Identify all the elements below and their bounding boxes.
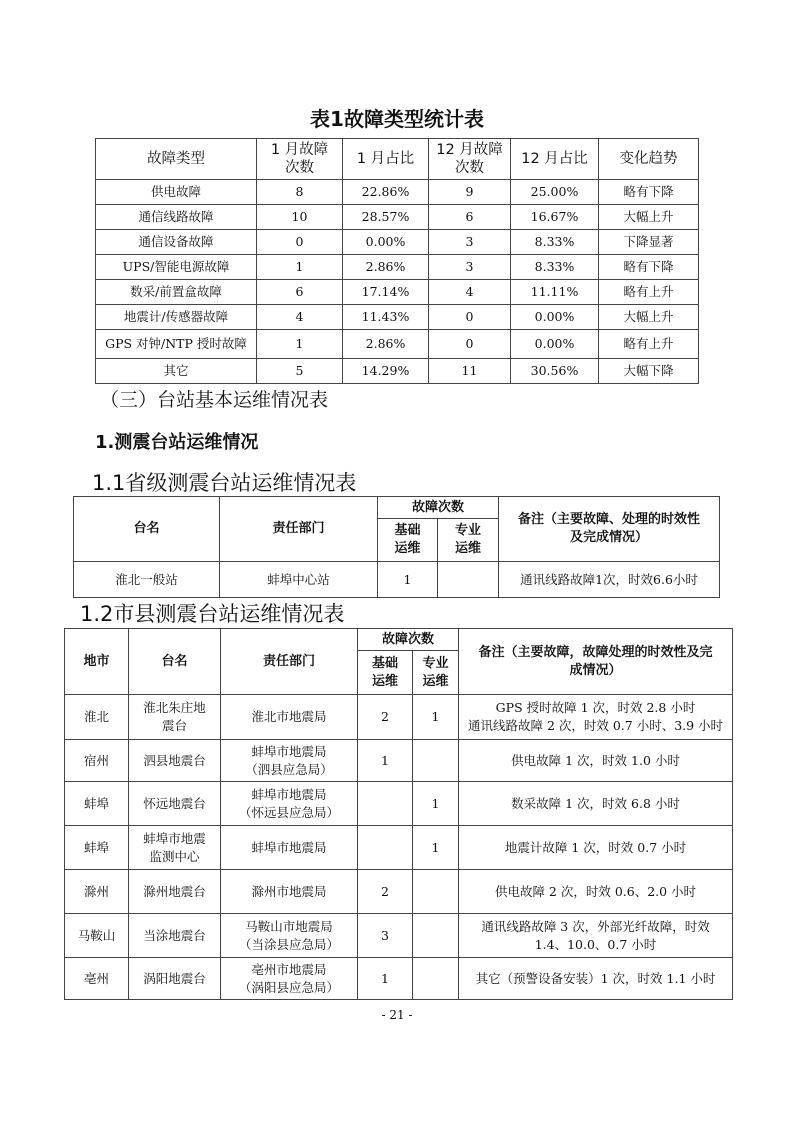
cell-line: 供电故障 1 次，时效 1.0 小时 <box>511 752 680 768</box>
cell-dept <box>221 782 358 826</box>
cell-fault-type: 地震计/传感器故障 <box>96 305 257 330</box>
col-header-basic <box>378 519 438 562</box>
table-row <box>65 782 733 826</box>
col-header <box>343 139 429 180</box>
cell-line: 淮北市地震局 <box>251 709 327 724</box>
subsection-heading: 1.测震台站运维情况 <box>95 432 259 453</box>
cell-jan-count: 10 <box>257 205 343 230</box>
cell-pro <box>413 870 459 914</box>
cell-dec-count: 0 <box>429 330 511 359</box>
col-header-name: 台名 <box>129 629 221 695</box>
col-header-faults: 故障次数 <box>358 629 459 651</box>
cell-line: 泗县地震台 <box>143 752 206 768</box>
cell-line: 滁州市地震局 <box>251 883 327 899</box>
cell-dept <box>221 740 358 782</box>
provincial-station-table <box>73 496 720 598</box>
cell-basic <box>358 826 413 870</box>
cell-line: 1.4、10.0、0.7 小时 <box>534 936 657 952</box>
header-line: 运维 <box>455 541 482 556</box>
cell-line: 亳州市地震局 <box>251 961 327 977</box>
cell-fault-type: GPS 对钟/NTP 授时故障 <box>96 330 257 359</box>
cell-pro: 1 <box>413 782 459 826</box>
cell-pro <box>413 958 459 1000</box>
cell-name <box>129 695 221 740</box>
cell-jan-ratio: 2.86% <box>343 330 429 359</box>
cell-line: 震台 <box>161 718 187 733</box>
note-header-line: 备注（主要故障、处理的时效性 <box>518 512 701 527</box>
col-header-dept: 责任部门 <box>221 629 358 695</box>
cell-pro <box>438 562 499 598</box>
cell-line: （当涂县应急局） <box>238 936 339 952</box>
cell-city: 马鞍山 <box>65 914 129 958</box>
cell-name <box>129 740 221 782</box>
header-line: 运维 <box>422 673 449 689</box>
table-row <box>96 330 699 359</box>
cell-basic: 3 <box>358 914 413 958</box>
table-row <box>65 826 733 870</box>
cell-line: （泗县应急局） <box>245 761 333 777</box>
cell-jan-ratio: 0.00% <box>343 230 429 255</box>
cell-jan-count: 8 <box>257 180 343 205</box>
header-line: 1 月故障 <box>270 142 329 158</box>
header-line: 1 月占比 <box>356 151 415 167</box>
cell-line: 地震计故障 1 次，时效 0.7 小时 <box>504 839 687 855</box>
cell-line: （涡阳县应急局） <box>238 979 339 995</box>
table-row <box>74 562 720 598</box>
cell-fault-type: 其它 <box>96 359 257 384</box>
cell-dec-ratio: 0.00% <box>511 305 599 330</box>
cell-note <box>459 740 733 782</box>
table-header-row <box>96 139 699 180</box>
col-header-name: 台名 <box>74 497 220 562</box>
cell-dept <box>221 870 358 914</box>
cell-line: 监测中心 <box>149 848 200 864</box>
header-line: 运维 <box>394 541 421 556</box>
cell-dec-count: 3 <box>429 255 511 280</box>
cell-dec-ratio: 11.11% <box>511 280 599 305</box>
cell-line: 怀远地震台 <box>143 795 206 811</box>
cell-line: 当涂地震台 <box>143 927 206 943</box>
cell-jan-count: 0 <box>257 230 343 255</box>
cell-dept <box>221 695 358 740</box>
cell-city: 滁州 <box>65 870 129 914</box>
cell-line: 供电故障 2 次，时效 0.6、2.0 小时 <box>494 883 697 899</box>
header-line: 专业 <box>422 655 449 671</box>
table-row <box>96 305 699 330</box>
col-header-note <box>459 629 733 695</box>
cell-trend: 略有上升 <box>599 280 699 305</box>
table-row <box>96 230 699 255</box>
header-line: 变化趋势 <box>619 151 678 167</box>
col-header <box>511 139 599 180</box>
cell-jan-ratio: 14.29% <box>343 359 429 384</box>
cell-jan-ratio: 28.57% <box>343 205 429 230</box>
cell-line: （怀远县应急局） <box>238 804 339 820</box>
cell-line: 通讯线路故障 2 次，时效 0.7 小时、3.9 小时 <box>467 718 724 733</box>
table-row <box>96 280 699 305</box>
cell-note <box>459 958 733 1000</box>
header-line: 专业 <box>455 523 482 538</box>
table11-heading: 1.1省级测震台站运维情况表 <box>92 471 357 495</box>
cell-fault-type: UPS/智能电源故障 <box>96 255 257 280</box>
cell-note: 通讯线路故障1次，时效6.6小时 <box>499 562 720 598</box>
cell-name <box>129 870 221 914</box>
cell-dec-count: 3 <box>429 230 511 255</box>
cell-dec-count: 6 <box>429 205 511 230</box>
cell-basic: 2 <box>358 870 413 914</box>
header-line: 基础 <box>394 523 421 538</box>
cell-pro: 1 <box>413 826 459 870</box>
header-line: 12 月占比 <box>521 151 588 167</box>
table-row <box>96 255 699 280</box>
cell-fault-type: 数采/前置盒故障 <box>96 280 257 305</box>
cell-fault-type: 通信线路故障 <box>96 205 257 230</box>
table-row <box>96 359 699 384</box>
table-row <box>65 695 733 740</box>
cell-trend: 略有下降 <box>599 255 699 280</box>
cell-pro: 1 <box>413 695 459 740</box>
cell-line: 马鞍山市地震局 <box>245 918 333 934</box>
cell-name <box>129 958 221 1000</box>
cell-line: 滁州地震台 <box>143 883 206 899</box>
cell-city: 宿州 <box>65 740 129 782</box>
table-row <box>65 958 733 1000</box>
cell-trend: 大幅上升 <box>599 305 699 330</box>
cell-line: 其它（预警设备安装）1 次，时效 1.1 小时 <box>475 970 716 986</box>
header-line: 基础 <box>371 655 398 671</box>
cell-city: 亳州 <box>65 958 129 1000</box>
cell-dept <box>221 826 358 870</box>
cell-trend: 下降显著 <box>599 230 699 255</box>
table-row <box>65 870 733 914</box>
cell-dec-count: 9 <box>429 180 511 205</box>
cell-jan-ratio: 2.86% <box>343 255 429 280</box>
cell-fault-type: 通信设备故障 <box>96 230 257 255</box>
note-header-line: 成情况） <box>569 662 622 678</box>
header-line: 运维 <box>371 673 398 689</box>
table-row <box>65 740 733 782</box>
cell-basic: 1 <box>358 740 413 782</box>
cell-dec-ratio: 25.00% <box>511 180 599 205</box>
note-header-line: 备注（主要故障，故障处理的时效性及完 <box>478 644 713 660</box>
col-header <box>96 139 257 180</box>
cell-trend: 大幅上升 <box>599 205 699 230</box>
cell-note <box>459 826 733 870</box>
cell-city: 淮北 <box>65 695 129 740</box>
col-header-city: 地市 <box>65 629 129 695</box>
cell-dec-ratio: 8.33% <box>511 255 599 280</box>
cell-line: 通讯线路故障 3 次，外部光纤故障，时效 <box>481 918 710 934</box>
cell-line: 淮北朱庄地 <box>143 700 206 715</box>
cell-name: 淮北一般站 <box>74 562 220 598</box>
cell-jan-count: 1 <box>257 330 343 359</box>
cell-dept: 蚌埠中心站 <box>220 562 378 598</box>
cell-note <box>459 914 733 958</box>
cell-note <box>459 695 733 740</box>
cell-line: 蚌埠市地震 <box>143 830 206 846</box>
cell-basic <box>358 782 413 826</box>
fault-type-table <box>95 138 699 384</box>
table-row <box>96 205 699 230</box>
cell-dec-ratio: 0.00% <box>511 330 599 359</box>
cell-trend: 略有上升 <box>599 330 699 359</box>
cell-jan-count: 4 <box>257 305 343 330</box>
header-line: 次数 <box>285 160 314 176</box>
cell-city: 蚌埠 <box>65 782 129 826</box>
cell-name <box>129 782 221 826</box>
cell-line: 蚌埠市地震局 <box>251 743 327 759</box>
col-header-basic <box>358 651 413 695</box>
cell-dec-ratio: 16.67% <box>511 205 599 230</box>
cell-dept <box>221 914 358 958</box>
county-station-table <box>64 628 733 1000</box>
cell-dec-count: 0 <box>429 305 511 330</box>
cell-dec-ratio: 30.56% <box>511 359 599 384</box>
cell-dec-count: 4 <box>429 280 511 305</box>
cell-jan-count: 1 <box>257 255 343 280</box>
cell-pro <box>413 740 459 782</box>
cell-dec-count: 11 <box>429 359 511 384</box>
cell-line: 数采故障 1 次，时效 6.8 小时 <box>511 795 680 811</box>
header-line: 12 月故障 <box>436 142 503 158</box>
cell-dept <box>221 958 358 1000</box>
col-header <box>257 139 343 180</box>
cell-note <box>459 870 733 914</box>
col-header <box>429 139 511 180</box>
cell-fault-type: 供电故障 <box>96 180 257 205</box>
cell-trend: 大幅下降 <box>599 359 699 384</box>
table12-heading: 1.2市县测震台站运维情况表 <box>80 602 345 626</box>
col-header-note <box>499 497 720 562</box>
note-header-line: 及完成情况） <box>570 530 649 545</box>
cell-jan-ratio: 11.43% <box>343 305 429 330</box>
table-row <box>96 180 699 205</box>
table1-title: 表1故障类型统计表 <box>310 107 484 131</box>
cell-basic: 1 <box>358 958 413 1000</box>
cell-basic: 1 <box>378 562 438 598</box>
cell-line: 蚌埠市地震局 <box>251 786 327 802</box>
header-line: 故障类型 <box>147 151 205 167</box>
cell-line: 蚌埠市地震局 <box>251 839 327 855</box>
section-heading: （三）台站基本运维情况表 <box>100 389 329 411</box>
cell-trend: 略有下降 <box>599 180 699 205</box>
cell-dec-ratio: 8.33% <box>511 230 599 255</box>
cell-note <box>459 782 733 826</box>
cell-jan-ratio: 17.14% <box>343 280 429 305</box>
header-line: 次数 <box>455 160 484 176</box>
cell-jan-count: 6 <box>257 280 343 305</box>
col-header-pro <box>413 651 459 695</box>
page-number: - 21 - <box>381 1008 413 1022</box>
cell-name <box>129 826 221 870</box>
cell-line: 涡阳地震台 <box>143 970 206 986</box>
table-row <box>65 914 733 958</box>
cell-city: 蚌埠 <box>65 826 129 870</box>
cell-line: GPS 授时故障 1 次，时效 2.8 小时 <box>495 700 696 715</box>
col-header-pro <box>438 519 499 562</box>
cell-name <box>129 914 221 958</box>
cell-basic: 2 <box>358 695 413 740</box>
col-header-faults: 故障次数 <box>378 497 499 519</box>
cell-pro <box>413 914 459 958</box>
cell-jan-count: 5 <box>257 359 343 384</box>
cell-jan-ratio: 22.86% <box>343 180 429 205</box>
col-header <box>599 139 699 180</box>
col-header-dept: 责任部门 <box>220 497 378 562</box>
